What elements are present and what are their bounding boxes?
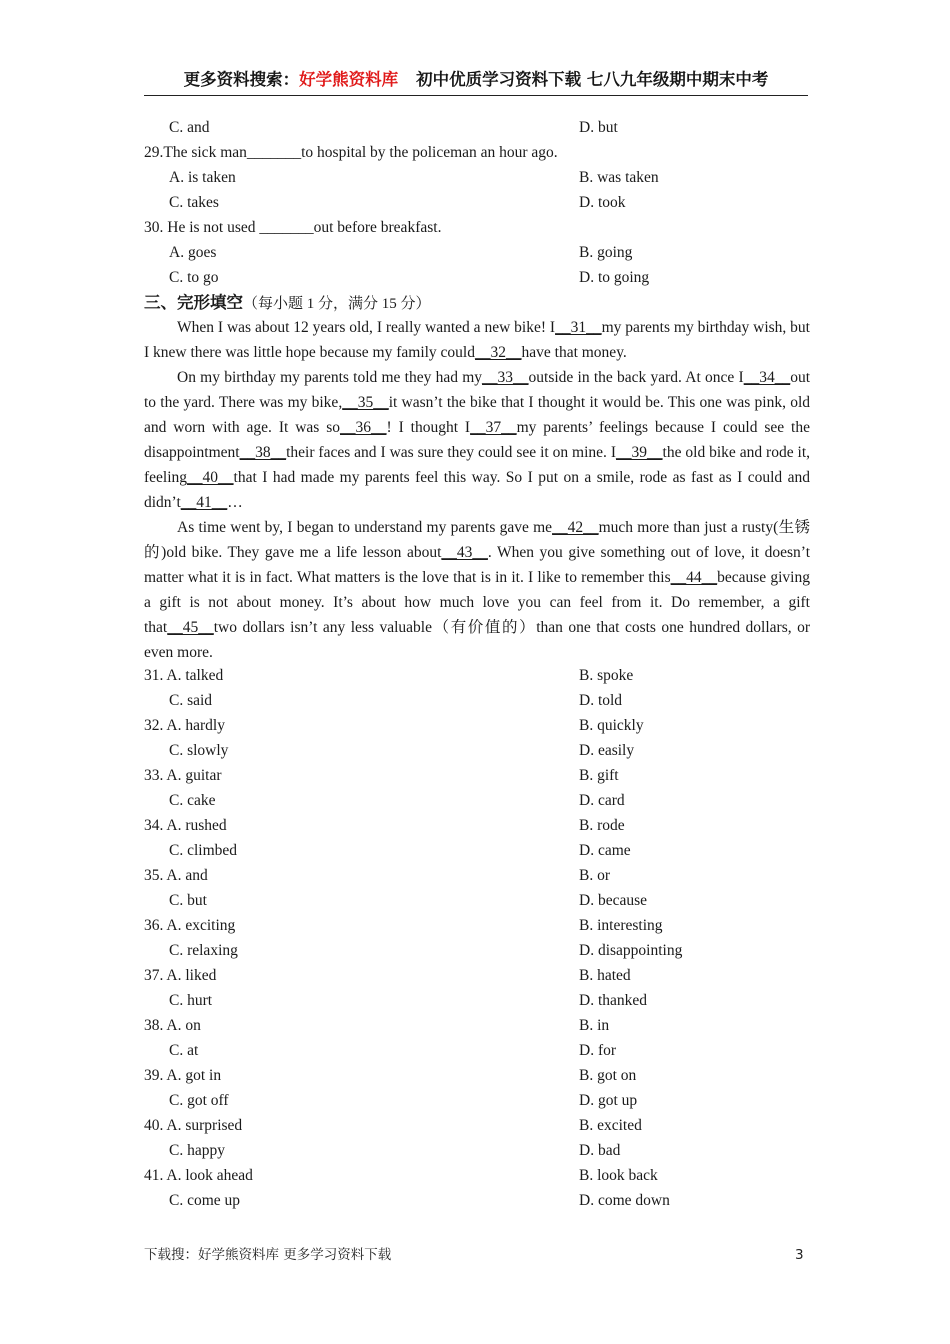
option-row xyxy=(144,190,810,215)
passage-text: much more than just a rusty(生锈的)old bike. They gave me a life lesson about xyxy=(144,519,810,561)
header-search-prompt: 更多资料搜索： xyxy=(183,70,300,89)
option-row xyxy=(144,265,810,290)
passage-text: … xyxy=(227,494,243,511)
option-row xyxy=(144,938,810,963)
option-d: D. for xyxy=(579,1042,617,1059)
option-row xyxy=(144,763,810,788)
passage-text: their faces and I was sure they could see it on mine. I xyxy=(286,444,617,461)
option-d: D. took xyxy=(579,194,626,211)
blank-33: __33__ xyxy=(482,369,529,386)
question-option-a xyxy=(144,963,216,988)
option-d: D. got up xyxy=(579,1092,638,1109)
question-number: 34. xyxy=(144,817,164,834)
option-d: D. come down xyxy=(579,1192,670,1209)
blank-36: __36__ xyxy=(340,419,387,436)
option-row xyxy=(144,1088,810,1113)
option-b: B. excited xyxy=(579,1117,642,1134)
passage-paragraph-2 xyxy=(144,365,810,515)
option-row xyxy=(144,1063,810,1088)
passage-text: that I had made my parents feel this way. So I put on a smile, rode as fast as I could and didn’t xyxy=(144,469,810,511)
option-c: C. hurt xyxy=(169,992,213,1009)
option-row xyxy=(144,688,810,713)
passage-text: outside in the back yard. At once I xyxy=(528,369,744,386)
option-d: D. easily xyxy=(579,742,635,759)
option-d: D. but xyxy=(579,119,618,136)
cloze-passage xyxy=(144,315,810,665)
blank-38: __38__ xyxy=(239,444,287,461)
option-a: A. talked xyxy=(166,667,224,684)
passage-text: ! I thought I xyxy=(386,419,471,436)
option-a: A. hardly xyxy=(166,717,225,734)
option-d: D. came xyxy=(579,842,631,859)
passage-text: it wasn’t the bike that I thought it would be. This one was pink, old and worn with age. It was so xyxy=(144,394,810,436)
option-a: A. guitar xyxy=(166,767,222,784)
question-option-a xyxy=(144,1013,201,1038)
option-a: A. look ahead xyxy=(166,1167,253,1184)
question-number: 37. xyxy=(144,967,164,984)
blank-40: __40__ xyxy=(187,469,234,486)
question-number: 40. xyxy=(144,1117,164,1134)
page-header xyxy=(144,66,808,96)
option-row xyxy=(144,165,810,190)
option-row xyxy=(144,1138,810,1163)
question-number: 32. xyxy=(144,717,164,734)
option-row xyxy=(144,115,810,140)
option-c: C. but xyxy=(169,892,207,909)
option-row xyxy=(144,713,810,738)
page-footer: 下载搜：好学熊资料库 更多学习资料下载 xyxy=(144,1247,392,1263)
option-row xyxy=(144,1163,810,1188)
option-d: D. told xyxy=(579,692,623,709)
question-option-a xyxy=(144,1063,221,1088)
option-b: B. or xyxy=(579,867,610,884)
passage-paragraph-1 xyxy=(144,315,810,365)
option-b: B. in xyxy=(579,1017,610,1034)
blank-41: __41__ xyxy=(180,494,228,511)
option-c: C. got off xyxy=(169,1092,229,1109)
option-b: B. spoke xyxy=(579,667,634,684)
option-row xyxy=(144,663,810,688)
option-c: C. happy xyxy=(169,1142,225,1159)
question-stem xyxy=(144,215,810,240)
question-option-a xyxy=(144,1113,242,1138)
question-number: 31. xyxy=(144,667,164,684)
option-b: B. gift xyxy=(579,767,619,784)
question-30-stem: 30. He is not used _______out before breakfast. xyxy=(144,219,442,236)
option-a: A. liked xyxy=(166,967,217,984)
option-row xyxy=(144,988,810,1013)
passage-text: my parents’ feelings because I could see the disappointment xyxy=(144,419,810,461)
passage-text: As time went by, I began to understand my parents gave me xyxy=(177,519,553,536)
question-stem xyxy=(144,140,810,165)
blank-44: __44__ xyxy=(670,569,718,586)
question-number: 36. xyxy=(144,917,164,934)
passage-text: On my birthday my parents told me they had my xyxy=(177,369,483,386)
option-d: D. disappointing xyxy=(579,942,683,959)
question-option-a xyxy=(144,1163,253,1188)
option-b: B. look back xyxy=(579,1167,658,1184)
option-a: A. goes xyxy=(169,244,217,261)
option-b: B. rode xyxy=(579,817,625,834)
option-row xyxy=(144,838,810,863)
option-c: C. climbed xyxy=(169,842,238,859)
option-c: C. relaxing xyxy=(169,942,238,959)
section-title: 三、完形填空 xyxy=(144,293,243,312)
section-scoring-note: （每小题 1 分，满分 15 分） xyxy=(243,296,431,312)
question-option-a xyxy=(144,713,225,738)
option-a: A. and xyxy=(166,867,208,884)
option-d: D. card xyxy=(579,792,625,809)
option-a: A. is taken xyxy=(169,169,236,186)
passage-text: the old bike and rode it, feeling xyxy=(144,444,811,486)
option-a: A. rushed xyxy=(166,817,227,834)
option-row xyxy=(144,240,810,265)
option-row xyxy=(144,813,810,838)
option-b: B. interesting xyxy=(579,917,663,934)
blank-42: __42__ xyxy=(552,519,599,536)
passage-paragraph-3 xyxy=(144,515,810,665)
passage-text: two dollars isn’t any less valuable（有价值的）than one that costs one hundred dollars, or even more. xyxy=(144,619,810,661)
option-c: C. and xyxy=(169,119,210,136)
blank-32: __32__ xyxy=(475,344,522,361)
passage-text: have that money. xyxy=(521,344,627,361)
question-number: 41. xyxy=(144,1167,164,1184)
passage-text: out to the yard. There was my bike, xyxy=(144,369,811,411)
question-number: 35. xyxy=(144,867,164,884)
option-row xyxy=(144,913,810,938)
question-number: 33. xyxy=(144,767,164,784)
option-c: C. at xyxy=(169,1042,199,1059)
header-brand: 好学熊资料库 xyxy=(299,70,399,89)
passage-text: . When you give something out of love, it doesn’t matter what it is in fact. What matters is the love that is in it. I like to remember this xyxy=(144,544,810,586)
question-option-a xyxy=(144,763,222,788)
option-c: C. said xyxy=(169,692,213,709)
blank-34: __34__ xyxy=(743,369,791,386)
option-d: D. because xyxy=(579,892,647,909)
option-d: D. to going xyxy=(579,269,650,286)
option-b: B. was taken xyxy=(579,169,659,186)
section-heading xyxy=(144,290,431,315)
option-a: A. surprised xyxy=(166,1117,243,1134)
passage-text: because giving a gift is not about money. It’s about how much love you can feel from it. Do remember, a gift that xyxy=(144,569,810,636)
option-row xyxy=(144,1113,810,1138)
option-b: B. got on xyxy=(579,1067,637,1084)
option-b: B. hated xyxy=(579,967,631,984)
option-d: D. bad xyxy=(579,1142,621,1159)
option-row xyxy=(144,963,810,988)
option-row xyxy=(144,1013,810,1038)
option-row xyxy=(144,738,810,763)
option-a: A. exciting xyxy=(166,917,236,934)
option-a: A. on xyxy=(166,1017,201,1034)
option-row xyxy=(144,788,810,813)
option-a: A. got in xyxy=(166,1067,222,1084)
blank-43: __43__ xyxy=(441,544,488,561)
passage-text: my parents my birthday wish, but I knew there was little hope because my family could xyxy=(144,319,810,361)
page-number: 3 xyxy=(795,1247,804,1263)
option-row xyxy=(144,1188,810,1213)
option-d: D. thanked xyxy=(579,992,648,1009)
option-b: B. going xyxy=(579,244,633,261)
question-number: 39. xyxy=(144,1067,164,1084)
question-option-a xyxy=(144,913,235,938)
question-29-stem: 29.The sick man_______to hospital by the policeman an hour ago. xyxy=(144,144,558,161)
blank-45: __45__ xyxy=(167,619,214,636)
option-c: C. takes xyxy=(169,194,219,211)
question-number: 38. xyxy=(144,1017,164,1034)
passage-text: When I was about 12 years old, I really wanted a new bike! I xyxy=(177,319,556,336)
blank-39: __39__ xyxy=(616,444,663,461)
question-option-a xyxy=(144,863,208,888)
question-option-a xyxy=(144,813,227,838)
option-b: B. quickly xyxy=(579,717,644,734)
question-option-a xyxy=(144,663,223,688)
option-c: C. to go xyxy=(169,269,219,286)
option-c: C. slowly xyxy=(169,742,229,759)
option-row xyxy=(144,1038,810,1063)
option-c: C. come up xyxy=(169,1192,241,1209)
header-tagline: 初中优质学习资料下载 七八九年级期中期末中考 xyxy=(416,70,769,89)
blank-37: __37__ xyxy=(470,419,517,436)
option-row xyxy=(144,888,810,913)
option-row xyxy=(144,863,810,888)
blank-35: __35__ xyxy=(342,394,389,411)
blank-31: __31__ xyxy=(555,319,602,336)
option-c: C. cake xyxy=(169,792,216,809)
